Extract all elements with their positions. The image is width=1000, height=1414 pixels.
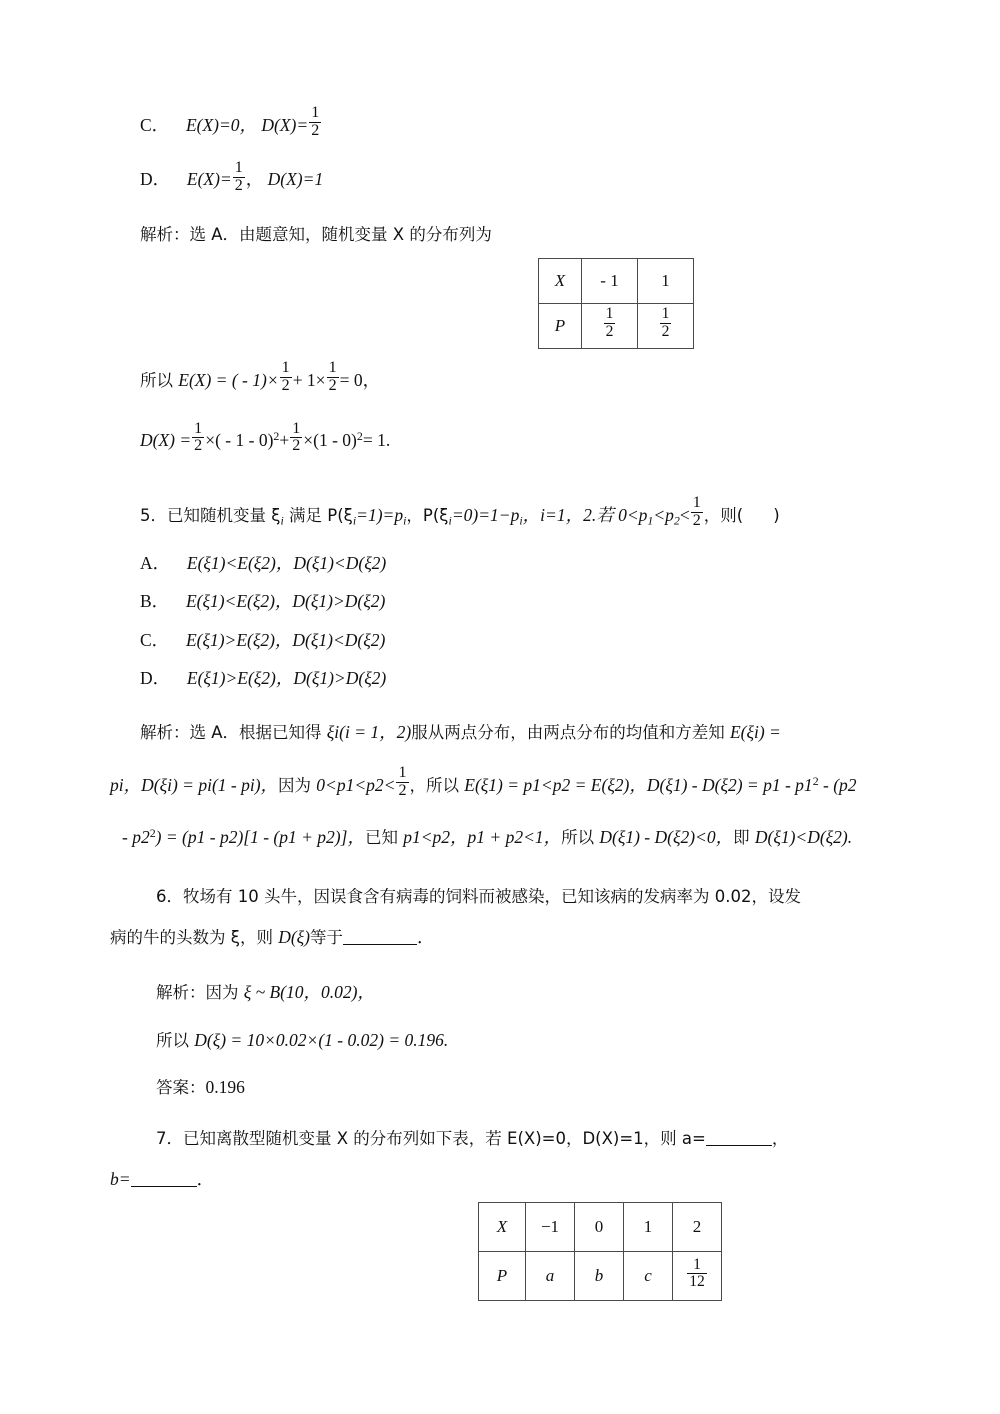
- q5-text-i: ，则(: [703, 505, 744, 525]
- question-7-line-2: [110, 1166, 860, 1192]
- q5-text-j: ): [773, 505, 780, 525]
- q5-text-h: <: [679, 504, 690, 525]
- question-6-line-1: [140, 885, 860, 910]
- fraction: [687, 1257, 707, 1291]
- table-row: [479, 1202, 722, 1251]
- q5-text-e: =0)=1−p: [451, 504, 520, 525]
- expectation-expr-b: + 1×: [292, 369, 326, 390]
- choice-c: [140, 104, 860, 142]
- choice-c-label: C．: [140, 114, 170, 135]
- q5-sub-b: i: [352, 512, 357, 527]
- q6-sol-l2-a: 所以: [156, 1031, 195, 1051]
- distribution-table-2-wrap: [240, 1202, 960, 1301]
- q7-answer-blank-b[interactable]: [131, 1186, 197, 1187]
- table1-r1-c1: - 1: [582, 258, 638, 303]
- choice-c-fraction: [309, 105, 321, 139]
- variance-expr-a: D(X) =: [140, 430, 192, 451]
- choice-d-fraction: [233, 160, 245, 194]
- fraction: [660, 306, 672, 340]
- q6-answer-blank[interactable]: [343, 944, 417, 945]
- q5-sol-l3-d: p1<p2，p1 + p2<1，: [403, 827, 562, 848]
- suoyi-label: 所以: [140, 370, 179, 390]
- distribution-table-1: [538, 258, 694, 349]
- q5-sol-l3-c: 已知: [364, 828, 404, 848]
- fraction: [192, 421, 204, 455]
- question-6-number: 6．: [156, 887, 183, 907]
- fraction-denominator: 12: [689, 1272, 705, 1290]
- table-row: [539, 303, 694, 348]
- expectation-expr-c: = 0，: [339, 369, 381, 390]
- q5-sub-g: 2: [673, 512, 680, 527]
- solution-4-expectation: [140, 359, 860, 397]
- q6-text-line2-c: 等于: [310, 927, 343, 947]
- variance-sup-2: 2: [356, 428, 363, 443]
- fraction-denominator: 2: [692, 511, 701, 529]
- table1-r1-c2: 1: [638, 258, 694, 303]
- variance-expr-c: +: [279, 430, 290, 451]
- variance-expr-e: = 1.: [362, 430, 391, 451]
- q6-text-line2-d: ．: [417, 926, 435, 947]
- q5-choice-d-label: D．: [140, 667, 171, 688]
- q5-sol-fraction: [396, 765, 408, 799]
- table2-r1-c3: 1: [624, 1202, 673, 1251]
- expectation-expr-a: E(X) = ( - 1)×: [178, 369, 279, 390]
- fraction-numerator: 1: [693, 1255, 701, 1273]
- q5-text-a: 已知随机变量 ξ: [167, 505, 281, 525]
- fraction-denominator: 2: [234, 176, 243, 194]
- q5-text-b: 满足 P(ξ: [283, 505, 353, 525]
- fraction: [604, 306, 616, 340]
- q6-answer-label: 答案：: [156, 1078, 206, 1098]
- q5-sol-l2-c: 因为: [278, 775, 317, 795]
- table2-r2-c0: P: [479, 1251, 526, 1300]
- q6-text-line2-a: 病的牛的头数为 ξ，则: [110, 927, 279, 947]
- table-row: [539, 258, 694, 303]
- q5-solution-line-3: [122, 824, 860, 851]
- q5-choice-c: [140, 627, 860, 653]
- q5-sol-l2-sup: 2: [812, 773, 819, 788]
- table1-r2-c2: [638, 303, 694, 348]
- choice-d: [140, 158, 860, 196]
- table2-r1-c0: X: [479, 1202, 526, 1251]
- q5-sol-l2-a: pi，: [110, 774, 142, 795]
- q5-text-g: <p: [653, 504, 674, 525]
- q5-sol-l3-b: ) = (p1 - p2)[1 - (p1 + p2)]，: [155, 827, 365, 848]
- fraction-numerator: 1: [328, 359, 337, 377]
- question-5-stem: [140, 494, 860, 532]
- table2-r1-c4: 2: [673, 1202, 722, 1251]
- q5-text-f: ，i=1，2.若 0<p: [522, 504, 648, 525]
- q6-answer-value: 0.196: [205, 1077, 245, 1098]
- fraction-denominator: 2: [398, 782, 407, 800]
- page-content: [110, 104, 860, 1311]
- q5-sol-l2-f: E(ξ1) = p1<p2 = E(ξ2)，D(ξ1) - D(ξ2) = p1 - p1: [464, 774, 813, 795]
- q5-sol-l3-sup: 2: [149, 826, 156, 841]
- fraction-numerator: 1: [398, 764, 407, 782]
- solution-4-intro: 解析：选 A．由题意知，随机变量 X 的分布列为: [140, 224, 492, 244]
- fraction-denominator: 2: [311, 122, 320, 140]
- q5-sol-l1-d: E(ξi) =: [729, 722, 781, 743]
- q5-sol-l2-e: ，所以: [409, 775, 465, 795]
- solution-4-variance: [140, 419, 860, 457]
- q5-sol-l1-b: ξi(i = 1，2): [326, 722, 412, 743]
- q5-choice-a: [140, 550, 860, 576]
- q5-text-d: ，P(ξ: [406, 505, 449, 525]
- q5-sol-l2-d: 0<p1<p2<: [316, 774, 396, 795]
- fraction-numerator: 1: [234, 158, 243, 176]
- variance-expr-d: ×(1 - 0): [303, 430, 357, 451]
- q5-sub-f: 1: [647, 512, 654, 527]
- fraction-denominator: 2: [281, 376, 290, 394]
- q5-sub-d: i: [448, 512, 452, 527]
- choice-c-expr-2: D(X)=: [261, 114, 309, 135]
- fraction-numerator: 1: [311, 104, 320, 122]
- fraction-denominator: 2: [605, 322, 614, 340]
- fraction: [290, 421, 302, 455]
- fraction-numerator: 1: [605, 305, 614, 323]
- fraction-numerator: 1: [281, 359, 290, 377]
- table1-r1-c0: X: [539, 258, 582, 303]
- table1-r2-c0: P: [539, 303, 582, 348]
- choice-d-expr-1: E(X)=: [186, 169, 232, 190]
- question-5-number: 5．: [140, 505, 167, 525]
- q6-answer-line: [140, 1074, 860, 1101]
- question-6-line-2: [110, 924, 860, 951]
- fraction-numerator: 1: [292, 419, 301, 437]
- q5-solution-line-2: [110, 764, 860, 802]
- q5-sol-l3-f: D(ξ1) - D(ξ2)<0，: [599, 827, 734, 848]
- table2-r1-c1: −1: [526, 1202, 575, 1251]
- q5-sol-l3-e: 所以: [561, 828, 600, 848]
- q5-sub-e: i: [519, 512, 523, 527]
- fraction: [327, 360, 339, 394]
- choice-d-comma: ，: [245, 169, 264, 190]
- q5-sub-c: i: [403, 512, 407, 527]
- q5-choice-b-label: B．: [140, 591, 170, 612]
- q5-choice-a-label: A．: [140, 553, 171, 574]
- q5-sol-l3-h: D(ξ1)<D(ξ2).: [754, 827, 853, 848]
- fraction-denominator: 2: [194, 437, 203, 455]
- q6-sol-l2-b: D(ξ) = 10×0.02×(1 - 0.02) = 0.196.: [194, 1030, 449, 1051]
- q5-solution-line-1: [140, 719, 860, 746]
- choice-c-expr-1: E(X)=0，: [185, 114, 258, 135]
- question-7-line-1: [140, 1125, 860, 1152]
- table1-r2-c1: [582, 303, 638, 348]
- q5-choice-c-text: E(ξ1)>E(ξ2)，D(ξ1)<D(ξ2): [185, 629, 386, 650]
- q5-sol-l1-c: 服从两点分布，由两点分布的均值和方差知: [411, 723, 730, 743]
- q5-sol-l3-a: - p2: [122, 827, 150, 848]
- fraction-denominator: 2: [328, 376, 337, 394]
- q7-text-line2-a: b=: [110, 1168, 131, 1189]
- q6-solution-line-1: [140, 979, 860, 1006]
- fraction-numerator: 1: [692, 494, 701, 512]
- fraction-numerator: 1: [194, 419, 203, 437]
- variance-expr-b: ×( - 1 - 0): [205, 430, 274, 451]
- q5-choice-d-text: E(ξ1)>E(ξ2)，D(ξ1)>D(ξ2): [186, 667, 387, 688]
- q7-text-line1-a: 已知离散型随机变量 X 的分布列如下表，若 E(X)=0，D(X)=1，则 a=: [183, 1128, 706, 1148]
- fraction-denominator: 2: [292, 437, 301, 455]
- table2-r2-c2: b: [575, 1251, 624, 1300]
- q6-text-line1: 牧场有 10 头牛，因误食含有病毒的饲料而被感染，已知该病的发病率为 0.02，设发: [183, 887, 801, 907]
- q7-text-line2-b: ．: [196, 1168, 215, 1189]
- distribution-table-2: [478, 1202, 722, 1301]
- q5-choice-a-text: E(ξ1)<E(ξ2)，D(ξ1)<D(ξ2): [186, 553, 387, 574]
- distribution-table-1-wrap: [256, 258, 976, 349]
- q5-fraction: [691, 495, 703, 529]
- table2-r2-c3: c: [624, 1251, 673, 1300]
- q5-choice-d: [140, 665, 860, 691]
- q5-choice-b: [140, 588, 860, 614]
- q7-text-line1-b: ，: [771, 1128, 789, 1148]
- q5-text-c: =1)=p: [356, 504, 404, 525]
- q5-choice-c-label: C．: [140, 629, 170, 650]
- q6-sol-l1-a: 解析：因为: [156, 982, 244, 1002]
- q5-sub-a: i: [280, 512, 284, 527]
- fraction-denominator: 2: [661, 322, 670, 340]
- table2-r2-c4: [673, 1251, 722, 1300]
- choice-d-expr-2: D(X)=1: [267, 169, 324, 190]
- question-7-number: 7．: [156, 1128, 183, 1148]
- table2-r1-c2: 0: [575, 1202, 624, 1251]
- q5-sol-l1-a: 解析：选 A．根据已知得: [140, 723, 327, 743]
- q6-sol-l1-b: ξ ~ B(10，0.02)，: [243, 981, 375, 1002]
- fraction-numerator: 1: [661, 305, 670, 323]
- table-row: [479, 1251, 722, 1300]
- fraction: [280, 360, 292, 394]
- q6-solution-line-2: [140, 1027, 860, 1054]
- q6-text-line2-b: D(ξ): [278, 926, 310, 947]
- q5-sol-l2-b: D(ξi) = pi(1 - pi)，: [141, 774, 279, 795]
- choice-d-label: D．: [140, 169, 171, 190]
- variance-sup-1: 2: [273, 428, 280, 443]
- q5-sol-l2-g: - (p2: [818, 774, 857, 795]
- q5-sol-l3-g: 即: [733, 828, 755, 848]
- q5-choice-b-text: E(ξ1)<E(ξ2)，D(ξ1)>D(ξ2): [185, 591, 386, 612]
- table2-r2-c1: a: [526, 1251, 575, 1300]
- q7-answer-blank-a[interactable]: [706, 1145, 772, 1146]
